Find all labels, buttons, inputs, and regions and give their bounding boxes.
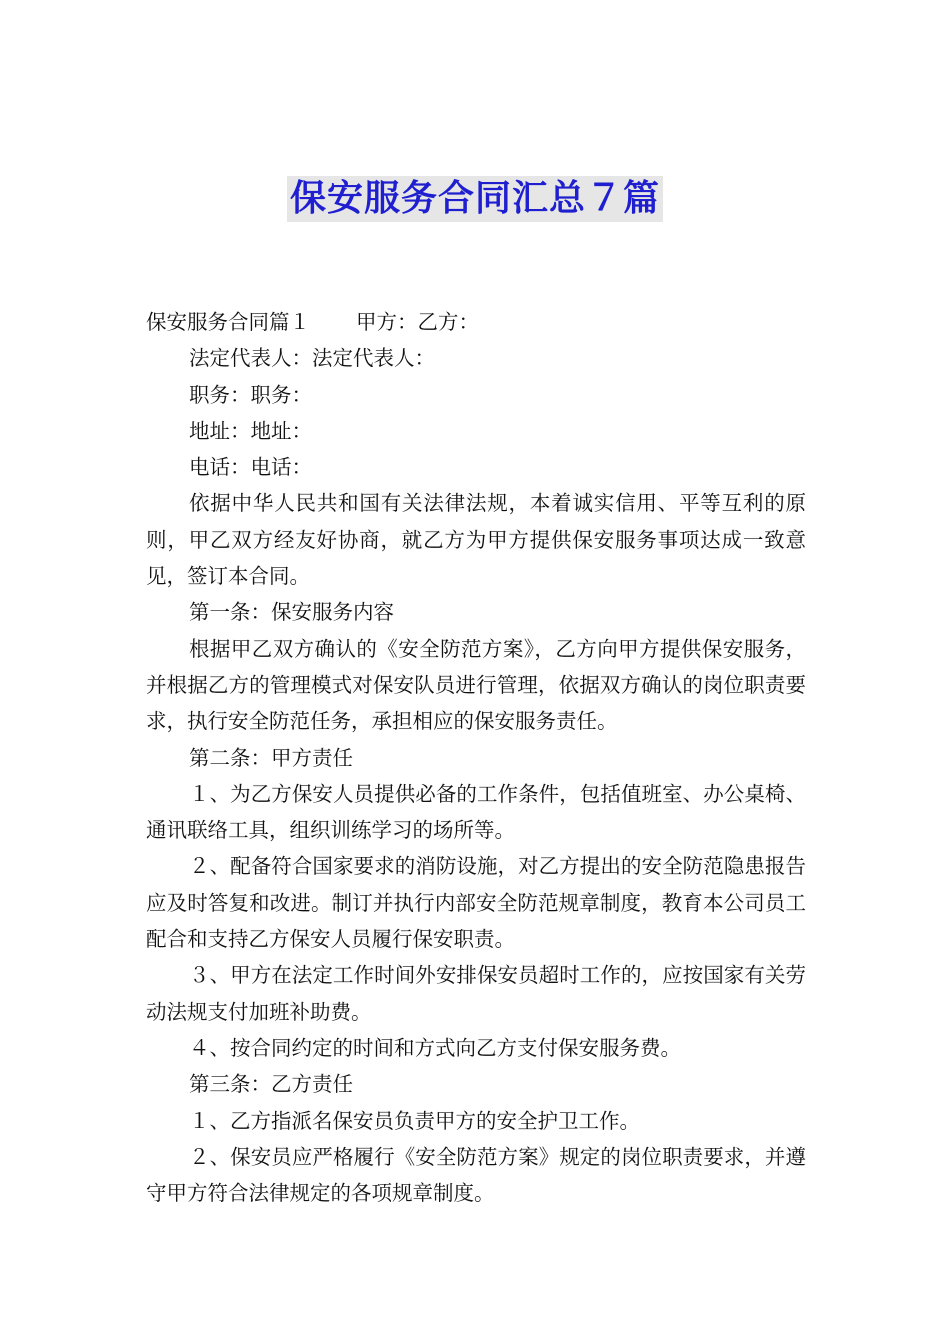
contract-heading: 保安服务合同篇１: [146, 310, 310, 334]
paragraph: 地址：地址：: [189, 418, 312, 443]
first-line: [146, 304, 806, 340]
section-heading: 第二条：甲方责任: [189, 745, 353, 770]
paragraph: 法定代表人：法定代表人：: [189, 346, 435, 371]
section-heading: 第三条：乙方责任: [189, 1072, 353, 1097]
paragraph: 依据中华人民共和国有关法律法规，本着诚实信用、平等互利的原则，甲乙双方经友好协商，就乙方为甲方提供保安服务事项达成一致意见，签订本合同。: [146, 491, 806, 589]
document-title: 保安服务合同汇总７篇: [287, 176, 663, 222]
paragraph: ２、保安员应严格履行《安全防范方案》规定的岗位职责要求，并遵守甲方符合法律规定的各项规章制度。: [146, 1144, 806, 1206]
paragraph: 根据甲乙双方确认的《安全防范方案》，乙方向甲方提供保安服务，并根据乙方的管理模式对保安队员进行管理，依据双方确认的岗位职责要求，执行安全防范任务，承担相应的保安服务责任。: [146, 636, 806, 734]
paragraph: ２、配备符合国家要求的消防设施，对乙方提出的安全防范隐患报告应及时答复和改进。制订并执行内部安全防范规章制度，教育本公司员工配合和支持乙方保安人员履行保安职责。: [146, 854, 806, 952]
paragraph: １、乙方指派名保安员负责甲方的安全护卫工作。: [189, 1108, 640, 1133]
parties-line: 甲方：乙方：: [356, 310, 479, 334]
paragraph: ３、甲方在法定工作时间外安排保安员超时工作的，应按国家有关劳动法规支付加班补助费。: [146, 963, 806, 1024]
paragraph: ４、按合同约定的时间和方式向乙方支付保安服务费。: [189, 1035, 681, 1060]
paragraph: 电话：电话：: [189, 455, 312, 480]
document-body: [146, 304, 806, 1211]
paragraph: １、为乙方保安人员提供必备的工作条件，包括值班室、办公桌椅、通讯联络工具，组织训练学习的场所等。: [146, 781, 806, 843]
title-wrap: [0, 176, 950, 222]
section-heading: 第一条：保安服务内容: [189, 600, 394, 625]
paragraph: 职务：职务：: [189, 382, 312, 407]
